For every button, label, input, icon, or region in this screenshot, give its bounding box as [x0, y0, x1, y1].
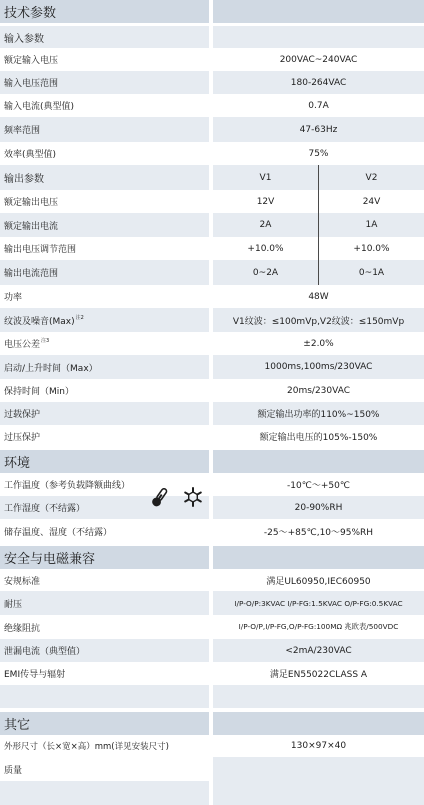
section-title-tech: 技术参数: [0, 0, 209, 23]
snowflake-icon: [182, 486, 204, 508]
row-value: 130×97×40: [290, 741, 347, 751]
table-row: [0, 569, 424, 591]
table-row: [0, 402, 424, 425]
row-label: 过压保护: [0, 425, 209, 448]
v2-value: 24V: [362, 196, 381, 207]
section-title-input: 输入参数: [0, 26, 209, 48]
table-row: [0, 117, 424, 142]
row-label: 频率范围: [0, 117, 209, 142]
table-row: [0, 379, 424, 402]
table-row: [0, 48, 424, 71]
row-value: I/P-O/P,I/P-FG,O/P-FG:100MΩ 兆欧表/500VDC: [238, 622, 399, 631]
row-value: 75%: [308, 148, 329, 159]
v1-value: 2A: [213, 213, 319, 237]
section-header-output: [0, 165, 424, 190]
row-value: V1纹波：≤100mVp,V2纹波：≤150mVp: [232, 316, 405, 327]
table-row: [0, 190, 424, 213]
row-value: 1000ms,100ms/230VAC: [264, 362, 373, 372]
row-value: 180-264VAC: [290, 77, 347, 88]
row-value: 满足EN55022CLASS A: [269, 670, 368, 680]
row-value: 20-90%RH: [294, 502, 343, 513]
row-value: 200VAC~240VAC: [279, 54, 358, 65]
table-row: [0, 213, 424, 237]
row-value: 48W: [308, 291, 329, 302]
row-value: 0.7A: [308, 100, 329, 111]
row-value: [213, 757, 424, 781]
table-row: [0, 662, 424, 685]
table-row: [0, 615, 424, 639]
env-icons: [150, 486, 204, 508]
v1-value: 0~2A: [213, 260, 319, 285]
table-row: [0, 71, 424, 94]
section-title-other: 其它: [0, 712, 209, 735]
row-value: 47-63Hz: [299, 124, 338, 135]
v2-value: +10.0%: [353, 243, 390, 254]
section-title-output: 输出参数: [0, 165, 209, 190]
table-row: [0, 355, 424, 379]
row-label: 功率: [0, 285, 209, 308]
section-header-env: [0, 450, 424, 473]
table-row: [0, 332, 424, 355]
row-value: -10℃～+50℃: [287, 481, 350, 491]
table-row: [0, 285, 424, 308]
row-label: [0, 308, 209, 332]
row-value: 20ms/230VAC: [287, 385, 350, 396]
table-row: [0, 142, 424, 165]
section-header-tech: [0, 0, 424, 23]
row-label: 耐压: [0, 591, 209, 615]
row-label: 额定输入电压: [0, 48, 209, 71]
row-value: -25～+85℃,10～95%RH: [263, 527, 374, 538]
table-row: [0, 94, 424, 117]
table-row: [0, 260, 424, 285]
row-label: 工作湿度（不结露）: [0, 496, 209, 519]
row-label: 保持时间（Min）: [0, 379, 209, 402]
v2-value: 1A: [365, 220, 378, 230]
row-value: ±2.0%: [303, 338, 334, 349]
table-row: [0, 519, 424, 543]
v1-value: 12V: [213, 190, 319, 213]
footnote-mark: 注3: [41, 338, 50, 344]
row-label: 绝缘阻抗: [0, 615, 209, 639]
table-row: [0, 496, 424, 519]
row-value: <2mA/230VAC: [285, 645, 352, 656]
table-row: [0, 591, 424, 615]
row-label: 过载保护: [0, 402, 209, 425]
row-value: 额定输出功率的110%~150%: [257, 410, 380, 420]
row-label: 输出电压调节范围: [0, 237, 209, 260]
column-header-v2: V2: [365, 172, 378, 183]
v1-value: +10.0%: [213, 237, 319, 260]
row-label: 输入电压范围: [0, 71, 209, 94]
table-row: [0, 473, 424, 496]
section-title-env: 环境: [0, 450, 209, 473]
row-label: EMI传导与辐射: [0, 662, 209, 685]
spacer-row: [0, 685, 424, 708]
table-row: [0, 757, 424, 781]
spacer-row: [0, 781, 424, 805]
footnote-mark: 注2: [75, 314, 84, 321]
row-label: 工作温度（参考负载降额曲线）: [0, 473, 209, 496]
section-header-safety: [0, 546, 424, 569]
row-label: 储存温度、湿度（不结露）: [0, 519, 209, 543]
section-header-other: [0, 712, 424, 735]
table-row: [0, 425, 424, 448]
row-label: 输出电流范围: [0, 260, 209, 285]
row-label: 启动/上升时间（Max）: [0, 355, 209, 379]
row-value: 额定输出电压的105%-150%: [259, 433, 378, 443]
row-label: 额定输出电压: [0, 190, 209, 213]
tolerance-label: 电压公差: [4, 340, 41, 350]
section-title-safety: 安全与电磁兼容: [0, 546, 209, 569]
row-label: 效率(典型值): [0, 142, 209, 165]
v2-value: 0~1A: [358, 267, 385, 278]
table-row: [0, 639, 424, 662]
row-value: I/P-O/P:3KVAC I/P-FG:1.5KVAC O/P-FG:0.5KVAC: [234, 598, 403, 608]
thermometer-icon: [150, 486, 170, 508]
section-header-input: [0, 26, 424, 48]
row-label: 额定输出电流: [0, 213, 209, 237]
table-row: [0, 308, 424, 332]
row-label: [0, 332, 209, 355]
row-label: 质量: [0, 757, 209, 781]
row-label: 外形尺寸（长×宽×高）mm(详见安装尺寸): [0, 735, 209, 757]
column-header-v1: V1: [213, 165, 319, 190]
ripple-label: 纹波及噪音(Max): [4, 316, 75, 327]
row-label: 安规标准: [0, 569, 209, 591]
table-row: [0, 237, 424, 260]
row-label: 输入电流(典型值): [0, 94, 209, 117]
row-value: 满足UL60950,IEC60950: [266, 576, 371, 587]
table-row: [0, 735, 424, 757]
row-label: 泄漏电流（典型值）: [0, 639, 209, 662]
